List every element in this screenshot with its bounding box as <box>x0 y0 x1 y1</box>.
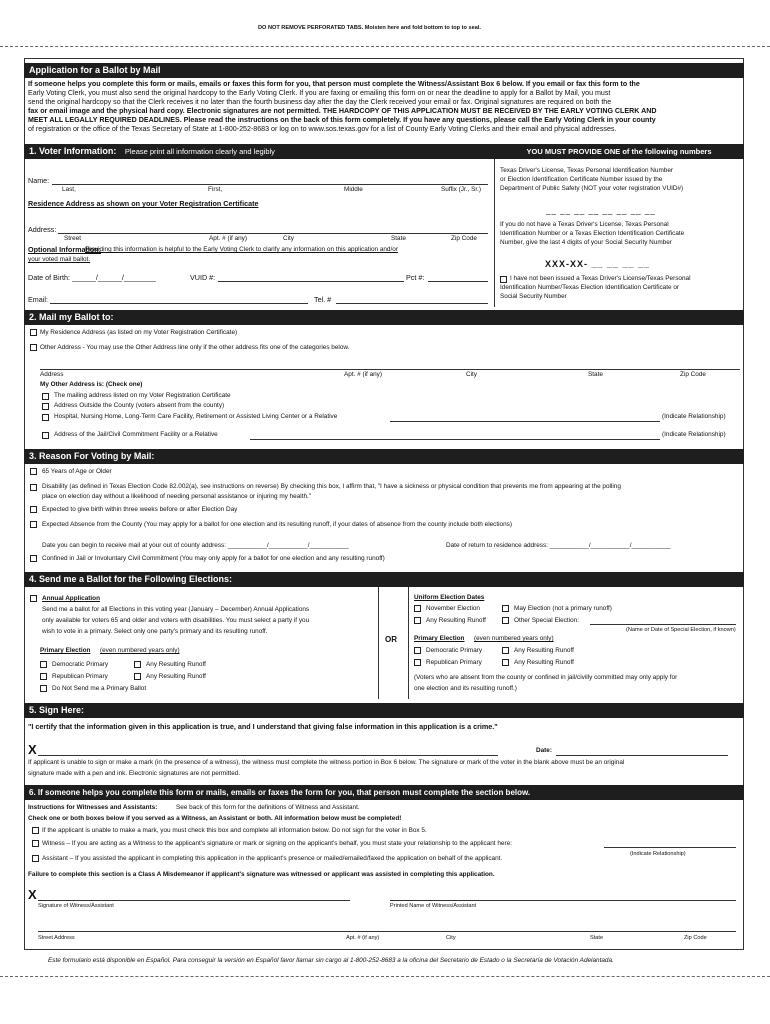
unable-mark-label: If the applicant is unable to make a mark, you must check this box and complete all information below. Do not sign for the voter in Box 5. <box>42 827 427 834</box>
assistant-label: Assistant – If you assisted the applicant in completing this application in the applicant's presence or mailed/emailed/faxed the application on behalf of the applicant. <box>42 855 503 862</box>
top-notice: DO NOT REMOVE PERFORATED TABS. Moisten here and fold bottom to top to seal. <box>258 25 481 31</box>
witness-signature-label: Signature of Witness/Assistant <box>38 903 114 909</box>
annual-dem-runoff-checkbox[interactable] <box>134 661 141 668</box>
hospital-relationship-input[interactable] <box>390 421 660 422</box>
or-label: OR <box>385 635 397 644</box>
absence-label: Expected Absence from the County (You may apply for a ballot for one election and its resulting runoff, if your dates of absence from the county include both elections) <box>42 521 512 528</box>
pct-input[interactable] <box>428 281 488 282</box>
other-address-choose: My Other Address is: (Check one) <box>40 381 143 388</box>
witness-check-text: Check one or both boxes below if you served as a Witness, an Assistant or both. All information below must be completed! <box>28 815 402 822</box>
other-city-label: City <box>466 371 478 378</box>
hospital-checkbox[interactable] <box>42 414 49 421</box>
uniform-heading: Uniform Election Dates <box>414 594 485 601</box>
hospital-label: Hospital, Nursing Home, Long-Term Care Facility, Retirement or Assisted Living Center or a Relative <box>54 413 338 420</box>
assistant-checkbox[interactable] <box>32 855 39 862</box>
no-primary-checkbox[interactable] <box>40 685 47 692</box>
intro-line-6: of registration or the office of the Texas Secretary of State at 1-800-252-8683 or log on to www.sos.texas.gov for a list of County Early Voting Clerks and their email and physical addresses. <box>28 125 617 133</box>
annual-dem-label: Democratic Primary <box>52 661 109 668</box>
witness-name-label: Printed Name of Witness/Assistant <box>390 903 477 909</box>
annual-rep-checkbox[interactable] <box>40 673 47 680</box>
suffix-label: Suffix (Jr., Sr.) <box>441 186 482 193</box>
applicant-signature-input[interactable] <box>38 755 498 756</box>
perforation-line-bottom <box>0 976 770 977</box>
apt-label: Apt. # (if any) <box>209 235 248 242</box>
mail-residence-label: My Residence Address (as listed on my Voter Registration Certificate) <box>40 329 238 336</box>
witness-relationship-note: (Indicate Relationship) <box>630 851 686 857</box>
jail-checkbox[interactable] <box>42 432 49 439</box>
registered-mailing-label: The mailing address listed on my Voter Registration Certificate <box>54 392 231 399</box>
witness-zip-label: Zip Code <box>684 935 707 941</box>
annual-text-2: only available for voters 65 and older and voters with disabilities. You must select a party if you <box>42 617 310 624</box>
spanish-notice: Este formulario está disponible en Español. Para conseguir la versión en Español favor llamar sin cargo al 1-800-252-8683 a la oficina del Secretario de Estado o la Secretaría de Votación Adelantada. <box>48 957 614 964</box>
no-primary-label: Do Not Send me a Primary Ballot <box>52 685 147 692</box>
section6-title: 6. If someone helps you complete this form or mails, emails or faxes the form for you, that person must complete the section below. <box>24 785 744 800</box>
ssn-text-2: Identification Number or a Texas Election Identification Certificate <box>500 230 685 237</box>
rep-runoff-label: Any Resulting Runoff <box>514 659 574 666</box>
witness-signature-input[interactable] <box>38 900 350 901</box>
ssn-text-1: If you do not have a Texas Driver's License, Texas Personal <box>500 221 669 228</box>
rep-checkbox[interactable] <box>414 659 421 666</box>
ssn-text-3: Number, give the last 4 digits of your Social Security Number <box>500 239 672 246</box>
witness-checkbox[interactable] <box>32 840 39 847</box>
intro-line-3: send the original hardcopy so that the Clerk receives it no later than the fourth business day after the day the Clerk received your email or fax. Original signatures are required on both the <box>28 98 612 106</box>
other-apt-label: Apt. # (if any) <box>344 371 383 378</box>
optional-info-label: Optional Information: <box>28 245 102 254</box>
section1-divider <box>494 159 495 307</box>
form-title: Application for a Ballot by Mail <box>24 63 744 78</box>
state-label: State <box>391 235 406 242</box>
dem-label: Democratic Primary <box>426 647 483 654</box>
intro-line-5: MEET ALL LEGALLY REQUIRED DEADLINES. Please read the instructions on the back of this form completely. If you have any questions, please call the Early Voting Clerk in your county <box>28 116 656 124</box>
jail-relationship-input[interactable] <box>250 439 660 440</box>
witness-apt-label: Apt. # (if any) <box>346 935 380 941</box>
special-election-input[interactable] <box>590 624 736 625</box>
section4-divider-right <box>408 587 409 699</box>
applicant-signature-x: X <box>28 742 37 757</box>
section5-title: 5. Sign Here: <box>24 703 744 718</box>
sign-note-1: If applicant is unable to sign or make a mark (in the presence of a witness), the witness must complete the witness portion in Box 6 below. The signature or mark of the voter in the blank above must be an original <box>28 759 625 766</box>
jail-confined-label: Confined in Jail or Involuntary Civil Commitment (You may only apply for a ballot for one election and any resulting runoff) <box>42 555 385 562</box>
failure-warning: Failure to complete this section is a Class A Misdemeanor if applicant's signature was witnessed or applicant was assisted in completing this application. <box>28 871 495 878</box>
disability-checkbox[interactable] <box>30 484 37 491</box>
tel-label: Tel. # <box>314 295 332 304</box>
primary-heading-2: Primary Election <box>414 635 465 642</box>
sign-date-input[interactable] <box>556 755 728 756</box>
annual-rep-label: Republican Primary <box>52 673 108 680</box>
section4-title: 4. Send me a Ballot for the Following Elections: <box>24 572 744 587</box>
section1-header <box>24 144 494 159</box>
age-65-checkbox[interactable] <box>30 468 37 475</box>
name-input[interactable] <box>52 184 488 185</box>
absent-note-1: (Voters who are absent from the county or confined in jail/civilly committed may only apply for <box>414 674 678 681</box>
email-label: Email: <box>28 295 48 304</box>
rep-label: Republican Primary <box>426 659 482 666</box>
middle-name-label: Middle <box>344 186 363 193</box>
witness-signature-x: X <box>28 887 37 902</box>
name-label: Name: <box>28 176 50 185</box>
hospital-relationship-label: (Indicate Relationship) <box>662 413 726 420</box>
absence-start-date[interactable]: Date you can begin to receive mail at your out of county address: ___________/___________/___________ <box>42 542 349 549</box>
optional-info-text: Providing this information is helpful to the Early Voting Clerk to clarify any information on this application and/or <box>85 246 398 253</box>
disability-label: Disability (as defined in Texas Election Code 82.002(a), see instructions on reverse) By checking this box, I affirm that, "I have a sickness or physical condition that prevents me from appearing at the polling <box>42 483 621 490</box>
november-label: November Election <box>426 605 480 612</box>
november-checkbox[interactable] <box>414 605 421 612</box>
witness-address-input[interactable] <box>38 931 736 932</box>
absent-note-2: one election and its resulting runoff.) <box>414 685 517 692</box>
annual-rep-runoff-label: Any Resulting Runoff <box>146 673 206 680</box>
perforation-line-top <box>0 46 770 47</box>
uniform-runoff-checkbox[interactable] <box>414 617 421 624</box>
absence-checkbox[interactable] <box>30 521 37 528</box>
annual-dem-checkbox[interactable] <box>40 661 47 668</box>
registered-mailing-checkbox[interactable] <box>42 393 49 400</box>
no-id-text-1: I have not been issued a Texas Driver's License/Texas Personal <box>510 275 691 282</box>
dob-field[interactable]: Date of Birth: ______/______/________ <box>28 273 156 282</box>
witness-relationship-input[interactable] <box>604 847 736 848</box>
witness-label: Witness – If you are acting as a Witness to the applicant's signature or mark or signing on the applicant's behalf, you must state your relationship to the applicant here: <box>42 840 512 847</box>
no-id-text-2: Identification Number/Texas Election Identification Certificate or <box>500 284 680 291</box>
witness-instructions-text: See back of this form for the definitions of Witness and Assistant. <box>176 804 360 811</box>
may-checkbox[interactable] <box>502 605 509 612</box>
residence-address-input[interactable] <box>58 233 488 234</box>
vuid-input[interactable] <box>218 281 404 282</box>
residence-address-checkbox[interactable] <box>30 329 37 336</box>
street-label: Street <box>64 235 82 242</box>
mail-other-label: Other Address - You may use the Other Address line only if the other address fits one of the categories below. <box>40 344 350 351</box>
uniform-runoff-label: Any Resulting Runoff <box>426 617 486 624</box>
date-label: Date: <box>536 747 552 754</box>
annual-dem-runoff-label: Any Resulting Runoff <box>146 661 206 668</box>
jail-relationship-label: (Indicate Relationship) <box>662 431 726 438</box>
primary-heading: Primary Election <box>40 647 91 654</box>
last-name-label: Last, <box>62 186 76 193</box>
primary-note-2: (even numbered years only) <box>474 635 554 642</box>
annual-text-1: Send me a ballot for all Elections in this voting year (January – December) Annual Applications <box>42 606 310 613</box>
residence-address-heading: Residence Address as shown on your Voter Registration Certificate <box>28 199 259 208</box>
special-election-note: (Name or Date of Special Election, if known) <box>626 627 736 633</box>
disability-label-2: place on election day without a likelihood of needing personal assistance or injuring my health." <box>42 493 312 500</box>
birth-label: Expected to give birth within three weeks before or after Election Day <box>42 506 238 513</box>
pct-label: Pct #: <box>406 273 425 282</box>
primary-note: (even numbered years only) <box>100 647 180 654</box>
special-election-label: Other Special Election: <box>514 617 580 624</box>
email-input[interactable] <box>50 303 308 304</box>
annual-label: Annual Application <box>42 595 100 602</box>
tx-dl-text-1: Texas Driver's License, Texas Personal Identification Number <box>500 167 674 174</box>
rep-runoff-checkbox[interactable] <box>502 659 509 666</box>
vuid-label: VUID #: <box>190 273 216 282</box>
section1-subtitle: Please print all information clearly and legibly <box>124 147 275 156</box>
dem-runoff-label: Any Resulting Runoff <box>514 647 574 654</box>
birth-checkbox[interactable] <box>30 506 37 513</box>
tx-dl-text-2: or Election Identification Certificate Number issued by the <box>500 176 663 183</box>
other-state-label: State <box>588 371 603 378</box>
sign-note-2: signature made with a pen and ink. Electronic signatures are not permitted. <box>28 770 241 777</box>
age-65-label: 65 Years of Age or Older <box>42 468 112 475</box>
other-address-checkbox[interactable] <box>30 344 37 351</box>
may-label: May Election (not a primary runoff) <box>514 605 612 612</box>
address-label: Address: <box>28 225 57 234</box>
ssn-input[interactable]: XXX-XX- __ __ __ __ <box>545 259 651 269</box>
outside-county-checkbox[interactable] <box>42 403 49 410</box>
witness-city-label: City <box>446 935 456 941</box>
witness-street-label: Street Address <box>38 935 75 941</box>
section3-title: 3. Reason For Voting by Mail: <box>24 449 744 464</box>
special-election-checkbox[interactable] <box>502 617 509 624</box>
jail-confined-checkbox[interactable] <box>30 555 37 562</box>
witness-instructions-label: Instructions for Witnesses and Assistants: <box>28 804 158 811</box>
tx-dl-text-3: Department of Public Safety (NOT your voter registration VUID#) <box>500 185 684 192</box>
no-id-checkbox[interactable] <box>500 276 507 283</box>
tel-input[interactable] <box>336 303 488 304</box>
annual-checkbox[interactable] <box>30 595 37 602</box>
certify-text: "I certify that the information given in this application is true, and I understand that giving false information in this application is a crime." <box>28 722 498 731</box>
section2-title: 2. Mail my Ballot to: <box>24 310 744 325</box>
section4-divider-left <box>378 587 379 699</box>
intro-line-2: Early Voting Clerk, you must also send the original hardcopy to the Early Voting Clerk. If you are faxing or emailing this form on or near the deadline to apply for a Ballot by Mail, you must <box>28 89 611 97</box>
no-id-text-3: Social Security Number <box>500 293 567 300</box>
section1-title: 1. Voter Information: <box>29 146 117 156</box>
witness-name-input[interactable] <box>390 900 736 901</box>
outside-county-label: Address Outside the County (voters absent from the county) <box>54 402 225 409</box>
intro-line-1: If someone helps you complete this form or mails, emails or faxes this form for you, that person must complete the Witness/Assistant Box 6 below. If you email or fax this form to the <box>28 80 640 88</box>
other-zip-label: Zip Code <box>680 371 706 378</box>
first-name-label: First, <box>208 186 223 193</box>
annual-text-3: wish to vote in a primary. Select only one party's primary and its resulting runoff. <box>42 628 268 635</box>
jail-label: Address of the Jail/Civil Commitment Facility or a Relative <box>54 431 218 438</box>
optional-info-text-2: your voted mail ballot. <box>28 256 91 263</box>
other-address-label: Address <box>40 371 64 378</box>
dl-number-input[interactable]: __ __ __ __ __ __ __ __ <box>546 206 656 215</box>
witness-state-label: State <box>590 935 604 941</box>
absence-return-date[interactable]: Date of return to residence address: ___________/___________/___________ <box>446 542 671 549</box>
id-numbers-header: YOU MUST PROVIDE ONE of the following numbers <box>494 144 744 159</box>
intro-line-4: fax or email image and the physical hard copy. Electronic signatures are not permitted. THE HARDCOPY OF THIS APPLICATION MUST BE RECEIVED BY THE EARLY VOTING CLERK AND <box>28 107 657 115</box>
city-label: City <box>283 235 295 242</box>
unable-mark-checkbox[interactable] <box>32 827 39 834</box>
annual-rep-runoff-checkbox[interactable] <box>134 673 141 680</box>
zip-label: Zip Code <box>451 235 477 242</box>
dem-runoff-checkbox[interactable] <box>502 647 509 654</box>
dem-checkbox[interactable] <box>414 647 421 654</box>
other-address-input[interactable] <box>40 369 740 370</box>
